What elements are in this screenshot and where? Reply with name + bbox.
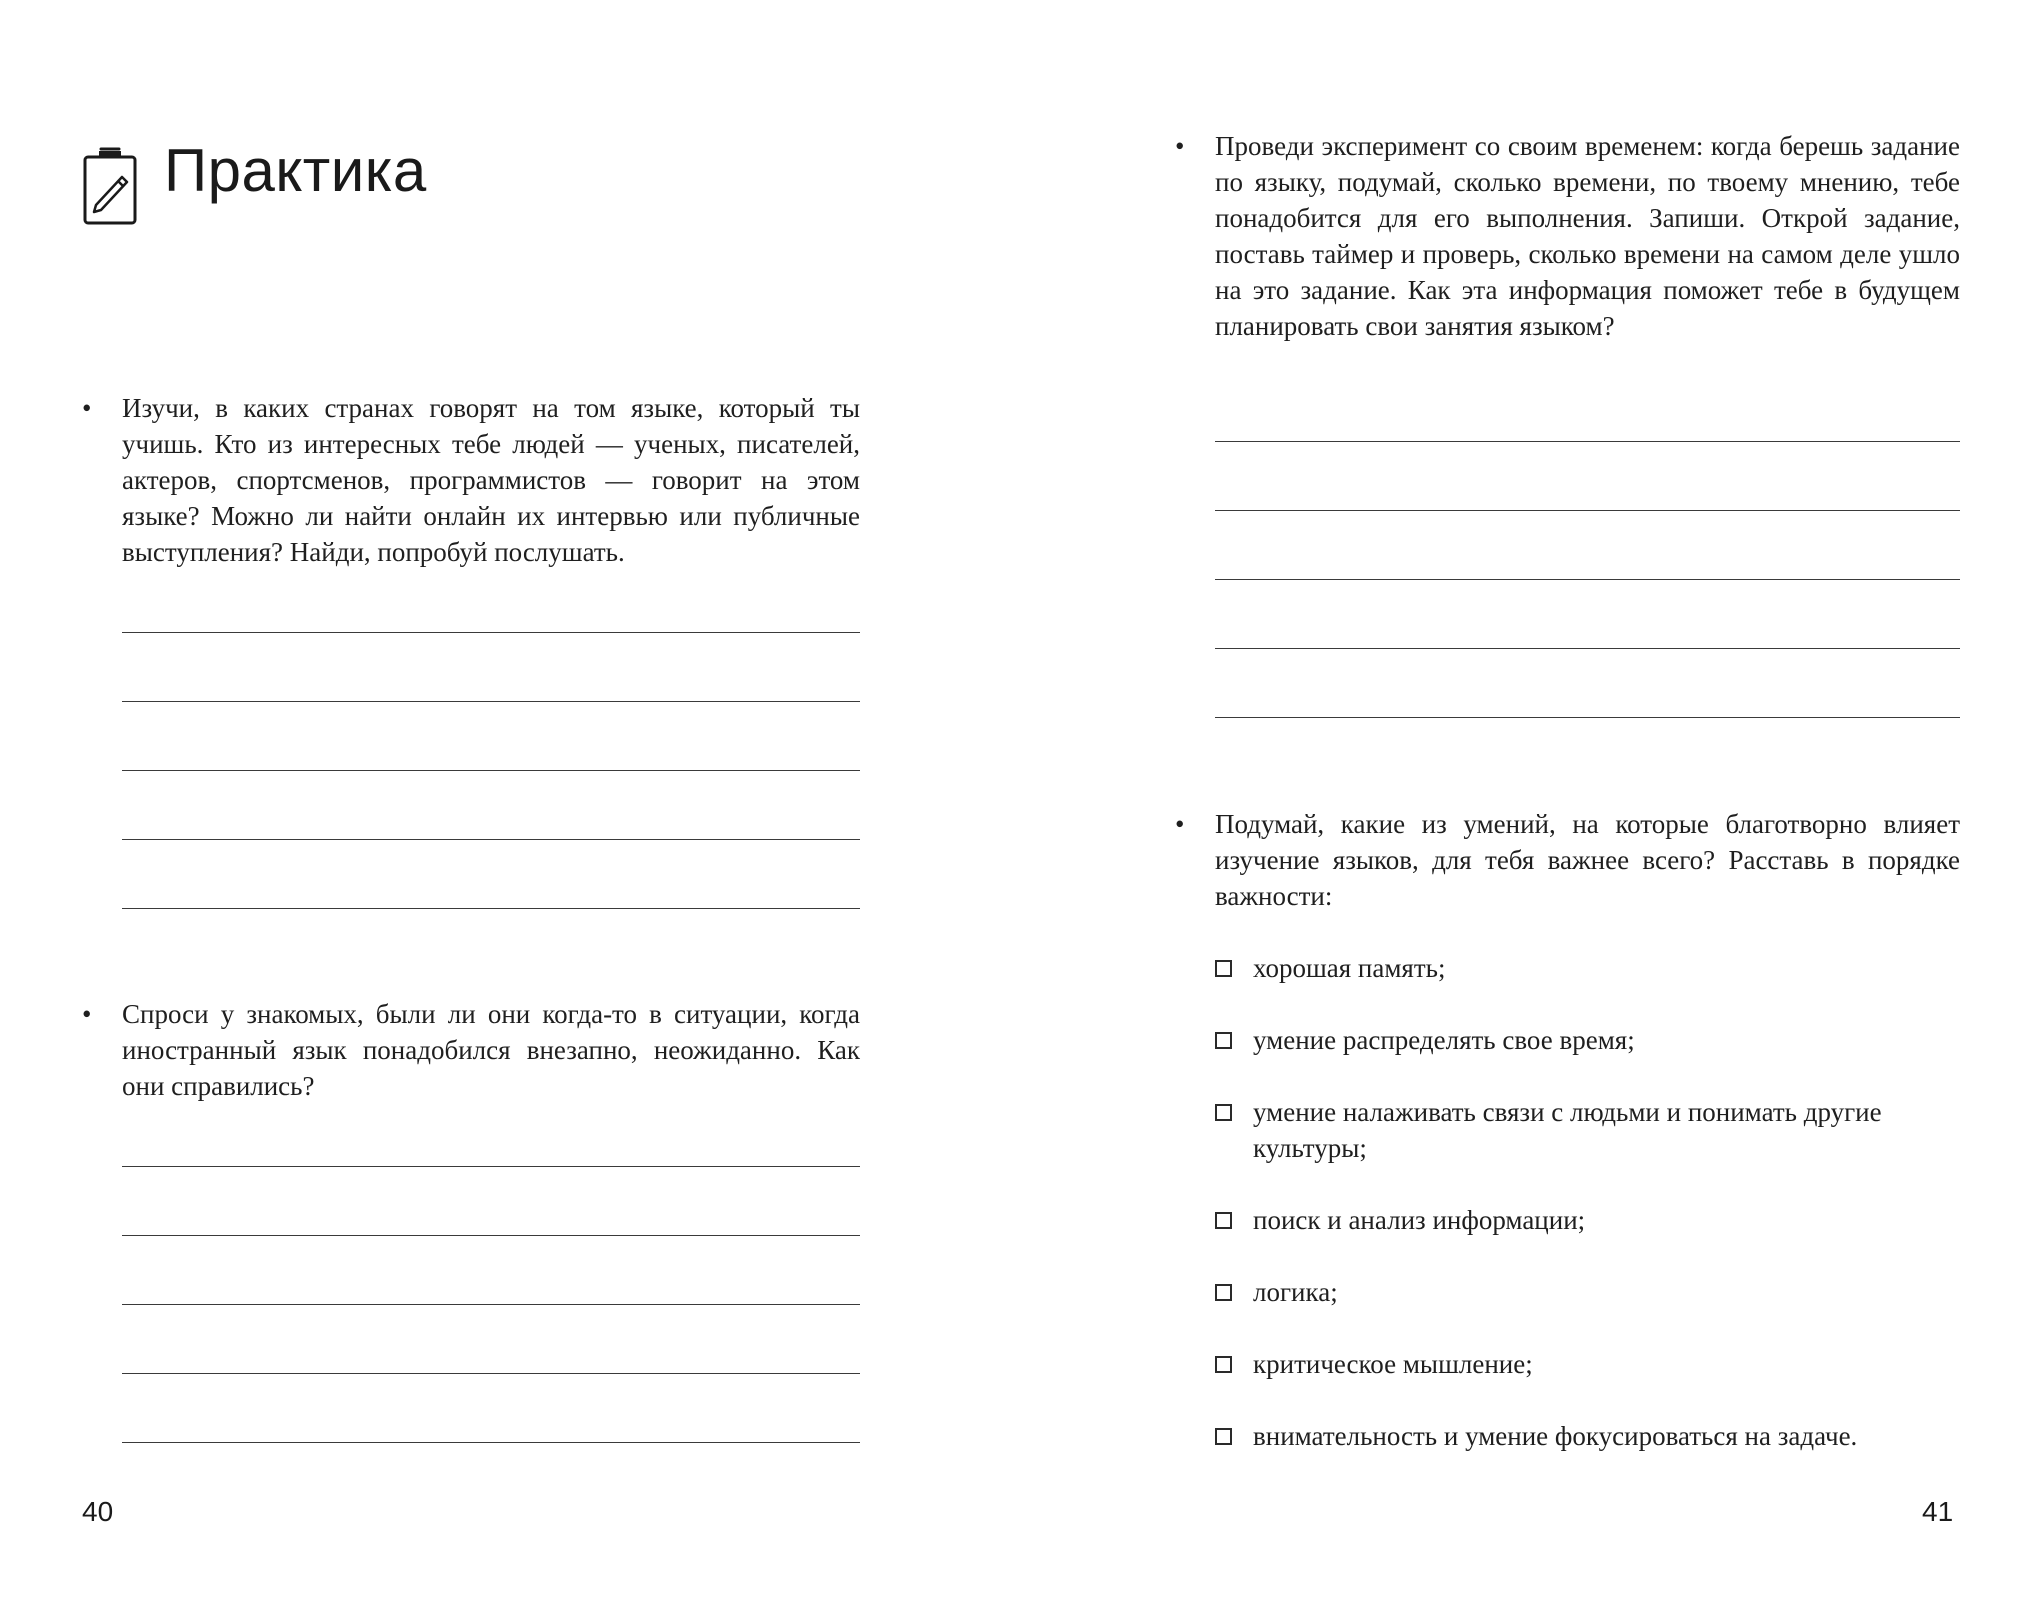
checkbox[interactable]: [1215, 1104, 1232, 1121]
bullet: •: [1175, 131, 1185, 161]
page-number: 41: [1922, 1496, 1954, 1527]
checklist-label: логика;: [1253, 1277, 1338, 1307]
exercise-text: Проведи эксперимент со своим временем: когда берешь задание по языку, подумай, сколько времени, по твоему мнению, тебе понадобится для его выполнения. Запиши. Открой задание, поставь таймер и проверь, сколько времени на самом деле ушло на это задание. Как эта информация поможет тебе в будущем планировать свои занятия языком?: [1215, 131, 1960, 341]
checkbox[interactable]: [1215, 1032, 1232, 1049]
exercise-text: Спроси у знакомых, были ли они когда-то в ситуации, когда иностранный язык понадобился внезапно, неожиданно. Как они справились?: [122, 999, 860, 1101]
answer-line[interactable]: [122, 701, 860, 702]
answer-line[interactable]: [122, 1235, 860, 1236]
right-page: [1010, 0, 2025, 1600]
left-page: [0, 0, 1010, 1600]
checklist-label: поиск и анализ информации;: [1253, 1205, 1586, 1235]
exercise-item: [1175, 806, 1960, 914]
checkbox[interactable]: [1215, 1356, 1232, 1373]
checklist-item[interactable]: [1215, 1274, 1960, 1310]
bullet: •: [82, 999, 92, 1029]
clipboard-pen-icon: [82, 147, 138, 227]
answer-line[interactable]: [122, 839, 860, 840]
checkbox[interactable]: [1215, 1284, 1232, 1301]
answer-line[interactable]: [122, 770, 860, 771]
bullet: •: [1175, 809, 1185, 839]
exercise-item: [82, 390, 860, 570]
checklist-label: умение распределять свое время;: [1253, 1025, 1635, 1055]
checklist-item[interactable]: [1215, 1022, 1960, 1058]
section-heading: [82, 128, 427, 245]
answer-line[interactable]: [122, 1304, 860, 1305]
answer-line[interactable]: [122, 1442, 860, 1443]
checklist-label: критическое мышление;: [1253, 1349, 1533, 1379]
bullet: •: [82, 393, 92, 423]
checklist-item[interactable]: [1215, 1202, 1960, 1238]
exercise-text: Подумай, какие из умений, на которые благотворно влияет изучение языков, для тебя важнее всего? Расставь в порядке важности:: [1215, 809, 1960, 911]
answer-line[interactable]: [122, 1373, 860, 1374]
answer-line[interactable]: [1215, 579, 1960, 580]
checkbox[interactable]: [1215, 1212, 1232, 1229]
answer-line[interactable]: [122, 908, 860, 909]
exercise-item: [1175, 128, 1960, 344]
answer-line[interactable]: [1215, 648, 1960, 649]
answer-line[interactable]: [122, 632, 860, 633]
page-title: Практика: [164, 137, 427, 204]
exercise-item: [82, 996, 860, 1104]
checklist-item[interactable]: [1215, 950, 1960, 986]
page-number: 40: [82, 1496, 114, 1527]
checklist-label: хорошая память;: [1253, 953, 1446, 983]
checklist-label: умение налаживать связи с людьми и понимать другие культуры;: [1253, 1097, 1882, 1163]
answer-line[interactable]: [122, 1166, 860, 1167]
checklist-item[interactable]: [1215, 1346, 1960, 1382]
checklist-item[interactable]: [1215, 1094, 1960, 1166]
checkbox[interactable]: [1215, 960, 1232, 977]
checklist-label: внимательность и умение фокусироваться на задаче.: [1253, 1421, 1858, 1451]
checklist-item[interactable]: [1215, 1418, 1960, 1454]
checkbox[interactable]: [1215, 1428, 1232, 1445]
answer-line[interactable]: [1215, 717, 1960, 718]
exercise-text: Изучи, в каких странах говорят на том языке, который ты учишь. Кто из интересных тебе людей — ученых, писателей, актеров, спортсменов, программистов — говорит на этом языке? Можно ли найти онлайн их интервью или публичные выступления? Найди, попробуй послушать.: [122, 393, 860, 567]
answer-line[interactable]: [1215, 441, 1960, 442]
answer-line[interactable]: [1215, 510, 1960, 511]
